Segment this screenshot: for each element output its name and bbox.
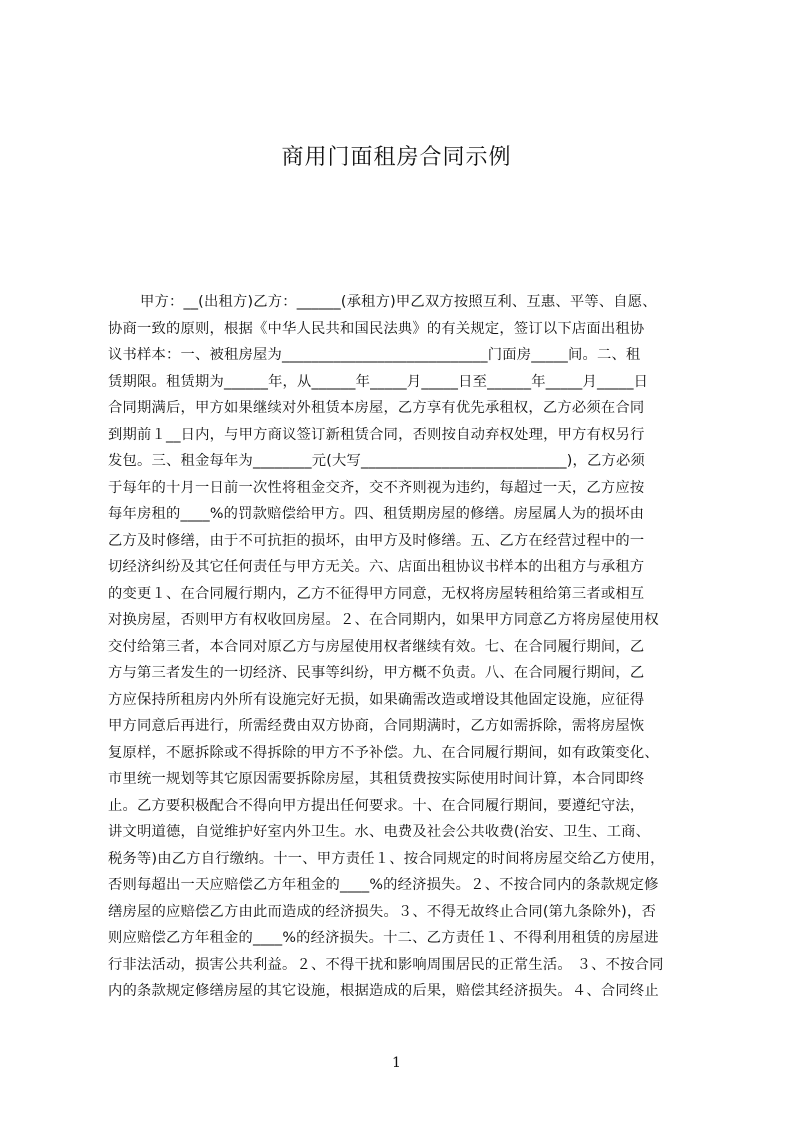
- body-line: 协商一致的原则，根据《中华人民共和国民法典》的有关规定，签订以下店面出租协: [108, 320, 645, 337]
- body-line: 乙方及时修缮，由于不可抗拒的损坏，由甲方及时修缮。五、乙方在经营过程中的一: [108, 532, 645, 549]
- body-line: 到期前１__日内，与甲方商议签订新租赁合同，否则按自动弃权处理，甲方有权另行: [108, 426, 645, 443]
- body-line: 否则每超出一天应赔偿乙方年租金的____%的经济损失。２、不按合同内的条款规定修: [108, 877, 659, 893]
- body-line: 市里统一规划等其它原因需要拆除房屋，其租赁费按实际使用时间计算，本合同即终: [108, 771, 645, 787]
- body-line: 复原样，不愿拆除或不得拆除的甲方不予补偿。九、在合同履行期间，如有政策变化、: [108, 744, 659, 761]
- document-title: 商用门面租房合同示例: [281, 145, 512, 170]
- body-line: 缮房屋的应赔偿乙方由此而造成的经济损失。３、不得无故终止合同(第九条除外)，否: [108, 903, 656, 920]
- page-number: 1: [392, 1055, 401, 1071]
- body-line: 对换房屋，否则甲方有权收回房屋。２、在合同期内，如果甲方同意乙方将房屋使用权: [108, 612, 659, 628]
- body-line: 甲方：__(出租方)乙方：______(承租方)甲乙双方按照互利、互惠、平等、自愿、: [140, 294, 657, 310]
- body-line: 发包。三、租金每年为________元(大写____________________________)，乙方必须: [108, 453, 646, 469]
- body-line: 税务等)由乙方自行缴纳。十一、甲方责任１、按合同规定的时间将房屋交给乙方使用，: [108, 850, 665, 867]
- body-line: 方与第三者发生的一切经济、民事等纠纷，甲方概不负责。八、在合同履行期间，乙: [108, 665, 645, 681]
- contract-body: [108, 289, 698, 1051]
- body-line: 内的条款规定修缮房屋的其它设施，根据造成的后果，赔偿其经济损失。４、合同终止: [108, 983, 659, 999]
- body-line: 行非法活动，损害公共利益。２、不得干扰和影响周围居民的正常生活。 ３、不按合同: [108, 956, 664, 973]
- body-line: 交付给第三者，本合同对原乙方与房屋使用权者继续有效。七、在合同履行期间，乙: [108, 638, 645, 655]
- body-line: 于每年的十月一日前一次性将租金交齐，交不齐则视为违约，每超过一天，乙方应按: [108, 479, 645, 496]
- body-line: 甲方同意后再进行，所需经费由双方协商，合同期满时，乙方如需拆除，需将房屋恢: [108, 718, 645, 734]
- body-line: 赁期限。租赁期为______年，从______年_____月_____日至______年_____月_____日: [108, 373, 649, 390]
- body-line: 讲文明道德，自觉维护好室内外卫生。水、电费及社会公共收费(治安、卫生、工商、: [108, 824, 651, 840]
- body-line: 议书样本：一、被租房屋为____________________________门面房_____间。二、租: [108, 347, 641, 363]
- body-line: 方应保持所租房内外所有设施完好无损，如果确需改造或增设其他固定设施，应征得: [108, 691, 645, 708]
- body-line: 每年房租的____%的罚款赔偿给甲方。四、租赁期房屋的修缮。房屋属人为的损坏由: [108, 506, 645, 522]
- body-line: 的变更１、在合同履行期内，乙方不征得甲方同意，无权将房屋转租给第三者或相互: [108, 585, 645, 602]
- body-line: 则应赔偿乙方年租金的____%的经济损失。十二、乙方责任１、不得利用租赁的房屋进: [108, 930, 659, 946]
- body-line: 合同期满后，甲方如果继续对外租赁本房屋，乙方享有优先承租权，乙方必须在合同: [108, 400, 645, 416]
- body-line: 止。乙方要积极配合不得向甲方提出任何要求。十、在合同履行期间，要遵纪守法，: [108, 797, 645, 814]
- body-line: 切经济纠纷及其它任何责任与甲方无关。六、店面出租协议书样本的出租方与承租方: [108, 559, 645, 575]
